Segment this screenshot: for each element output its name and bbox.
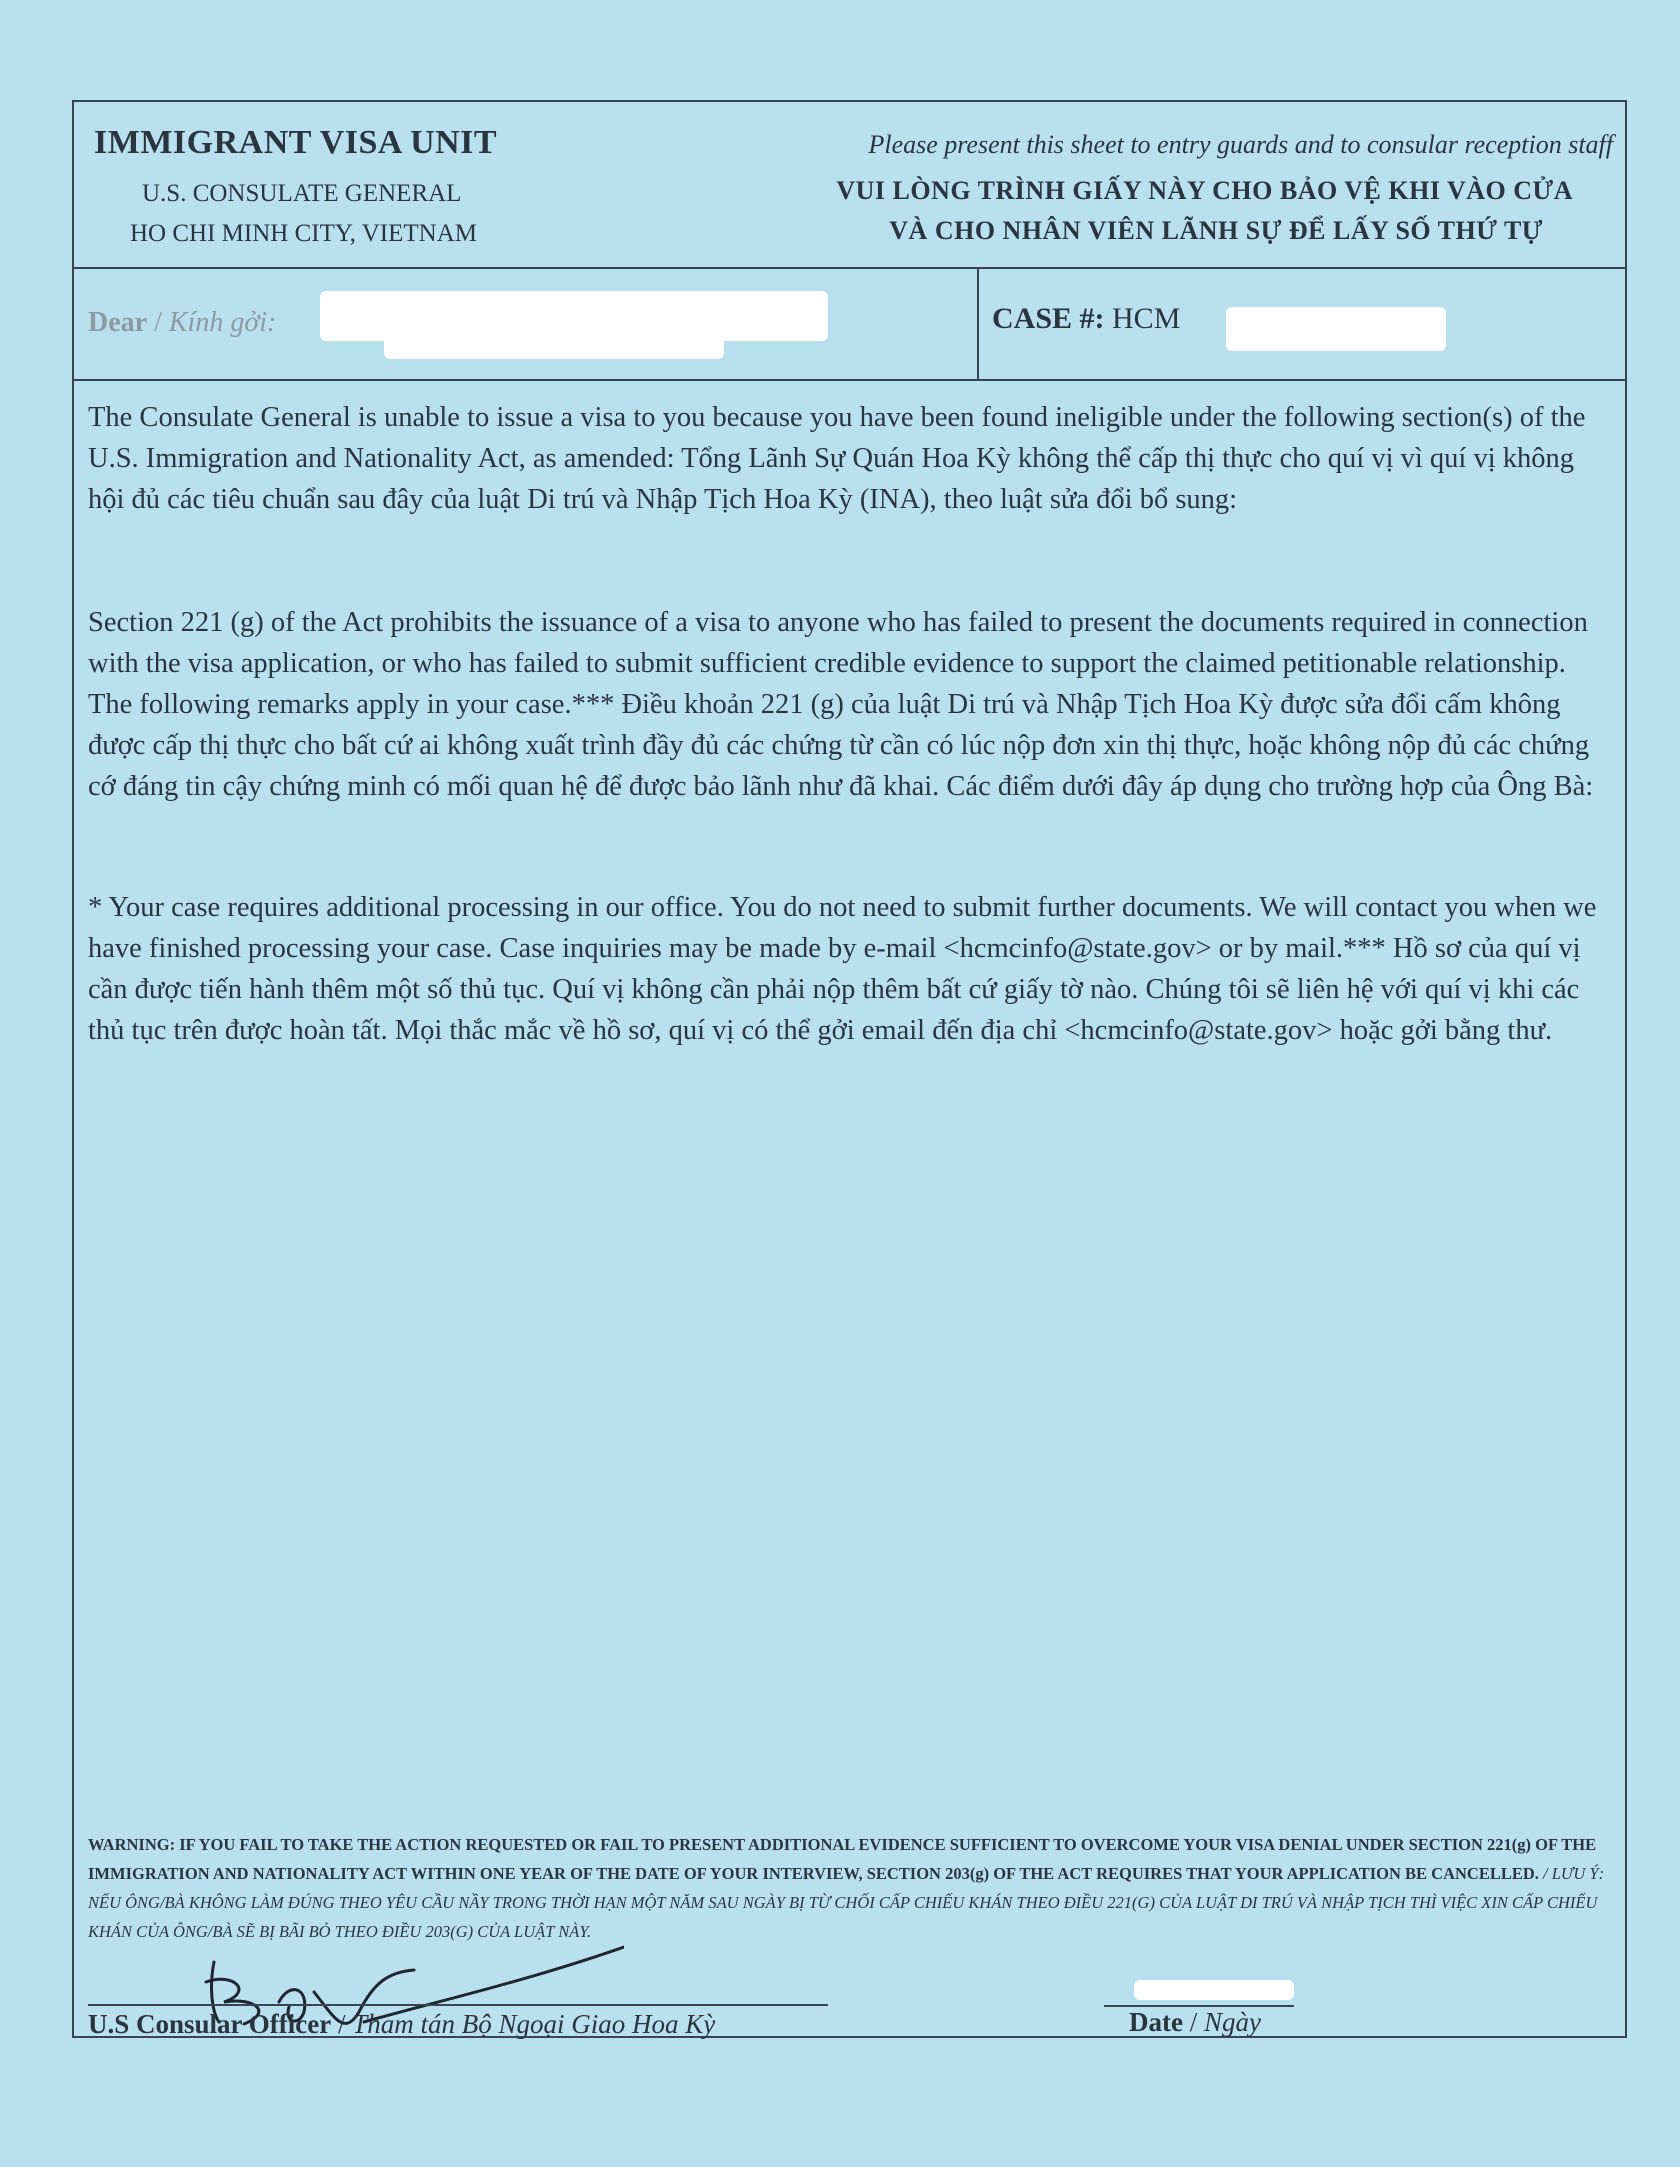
warning-vietnamese: / LƯU Ý: NẾU ÔNG/BÀ KHÔNG LÀM ĐÚNG THEO YÊU CẦU NẦY TRONG THỜI HẠN MỘT NĂM SAU NGÀY BỊ TỪ CHỐI CẤP CHIẾU KHÁN THEO ĐIỀU 221(G) CỦA LUẬT DI TRÚ VÀ NHẬP TỊCH THÌ VIỆC XIN CẤP CHIẾU KHÁN CỦA ÔNG/BÀ SẼ BỊ BÃI BỎ THEO ĐIỀU 203(G) CỦA LUẬT NÀY. xyxy=(88,1864,1605,1941)
signature-line xyxy=(88,2004,828,2006)
unit-title: IMMIGRANT VISA UNIT xyxy=(94,124,498,161)
officer-label-en: U.S Consular Officer xyxy=(88,2009,332,2039)
officer-label-vi: Tham tán Bộ Ngoại Giao Hoa Kỳ xyxy=(352,2009,716,2039)
case-remarks-paragraph: * Your case requires additional processing in our office. You do not need to submit further documents. We will contact you when we have finished processing your case. Case inquiries may be made by e-mail <hcmcinfo@state.gov> or by mail.*** Hồ sơ của quí vị cần được tiến hành thêm một số thủ tục. Quí vị không cần phải nộp thêm bất cứ giấy tờ nào. Chúng tôi sẽ liên hệ với quí vị khi các thủ tục trên được hoàn tất. Mọi thắc mắc về hồ sơ, quí vị có thể gởi email đến địa chỉ <hcmcinfo@state.gov> hoặc gởi bằng thư. xyxy=(88,892,1597,1046)
case-number xyxy=(992,302,1180,336)
case-prefix: HCM xyxy=(1112,302,1181,335)
date-label-vi: Ngày xyxy=(1204,2007,1261,2037)
officer-separator: / xyxy=(331,2009,353,2039)
dear-label-vi: Kính gởi: xyxy=(168,307,277,338)
dear-label xyxy=(88,307,276,339)
warning-notice xyxy=(88,1830,1618,1946)
addressee-name-redaction-tail xyxy=(384,329,724,359)
refusal-notice-sheet xyxy=(72,100,1627,2038)
case-label: CASE #: xyxy=(992,302,1105,335)
instruction-vietnamese-line2: VÀ CHO NHÂN VIÊN LÃNH SỰ ĐỂ LẤY SỐ THỨ TỰ xyxy=(889,216,1543,245)
date-label xyxy=(1129,2007,1261,2038)
instruction-vietnamese-line1: VUI LÒNG TRÌNH GIẤY NÀY CHO BẢO VỆ KHI VÀO CỬA xyxy=(836,176,1573,205)
consulate-location: HO CHI MINH CITY, VIETNAM xyxy=(130,220,477,247)
case-number-redaction xyxy=(1226,307,1446,351)
dear-separator: / xyxy=(147,307,169,338)
dear-label-en: Dear xyxy=(88,307,148,338)
section-221g-paragraph: Section 221 (g) of the Act prohibits the issuance of a visa to anyone who has failed to present the documents required in connection with the visa application, or who has failed to submit sufficient credible evidence to support the claimed petitionable relationship. The following remarks apply in your case.*** Điều khoản 221 (g) của luật Di trú và Nhập Tịch Hoa Kỳ được sửa đổi cấm không được cấp thị thực cho bất cứ ai không xuất trình đầy đủ các chứng từ cần có lúc nộp đơn xin thị thực, hoặc không nộp đủ các chứng cớ đáng tin cậy chứng minh có mối quan hệ để được bảo lãnh như đã khai. Các điểm dưới đây áp dụng cho trường hợp của Ông Bà: xyxy=(88,607,1594,802)
warning-english: WARNING: IF YOU FAIL TO TAKE THE ACTION REQUESTED OR FAIL TO PRESENT ADDITIONAL EVIDENCE SUFFICIENT TO OVERCOME YOUR VISA DENIAL UNDER SECTION 221(g) OF THE IMMIGRATION AND NATIONALITY ACT WITHIN ONE YEAR OF THE DATE OF YOUR INTERVIEW, SECTION 203(g) OF THE ACT REQUIRES THAT YOUR APPLICATION BE CANCELLED. xyxy=(88,1835,1597,1883)
date-separator: / xyxy=(1182,2007,1204,2037)
date-redaction xyxy=(1134,1980,1294,2000)
header xyxy=(74,102,1625,269)
officer-label xyxy=(88,2009,715,2040)
addressee-row xyxy=(74,267,1625,381)
instruction-english: Please present this sheet to entry guards and to consular reception staff xyxy=(868,130,1613,159)
ineligibility-paragraph: The Consulate General is unable to issue a visa to you because you have been found ineligible under the following section(s) of the U.S. Immigration and Nationality Act, as amended: Tổng Lãnh Sự Quán Hoa Kỳ không thể cấp thị thực cho quí vị vì quí vị không hội đủ các tiêu chuẩn sau đây của luật Di trú và Nhập Tịch Hoa Kỳ (INA), theo luật sửa đổi bổ sung: xyxy=(88,402,1586,515)
date-label-en: Date xyxy=(1129,2007,1183,2037)
addressee-divider xyxy=(977,267,979,379)
consulate-name: U.S. CONSULATE GENERAL xyxy=(142,180,462,207)
